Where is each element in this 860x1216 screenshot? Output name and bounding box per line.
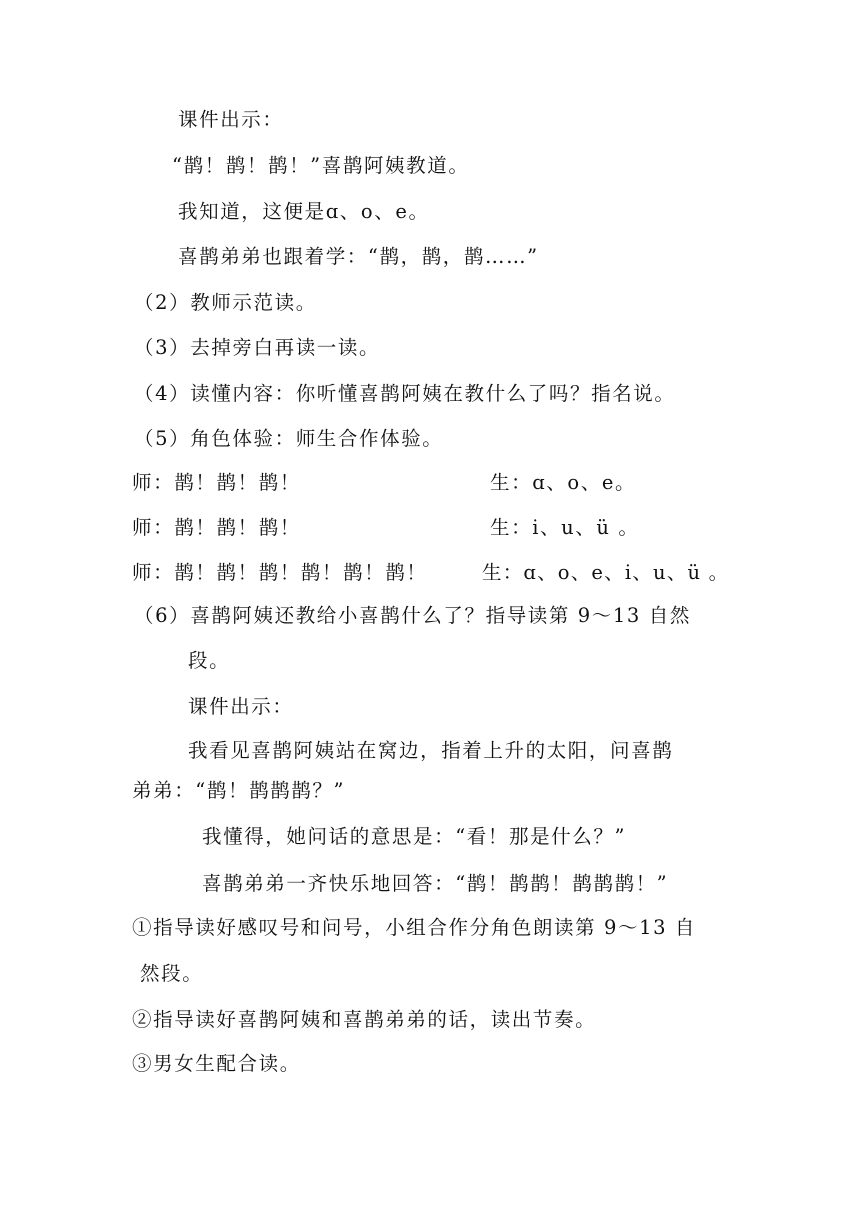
courseware-label: 课件出示：	[188, 695, 294, 718]
student-line: 生：ɑ、o、e。	[490, 471, 637, 494]
step-item: （6）喜鹊阿姨还教给小喜鹊什么了？指导读第 9～13 自然	[134, 604, 691, 627]
step-item-continuation: 段。	[188, 649, 231, 672]
teacher-line: 师：鹊！鹊！鹊！鹊！鹊！鹊！	[132, 561, 428, 584]
list-item-continuation: 然段。	[140, 962, 204, 985]
step-item: （4）读懂内容：你听懂喜鹊阿姨在教什么了吗？指名说。	[134, 382, 676, 405]
paragraph-line: 我懂得，她问话的意思是：“看！那是什么？”	[202, 825, 627, 848]
step-item: （3）去掉旁白再读一读。	[134, 336, 381, 359]
student-line: 生：ɑ、o、e、i、u、ü 。	[482, 561, 730, 584]
list-item: ②指导读好喜鹊阿姨和喜鹊弟弟的话，读出节奏。	[132, 1008, 597, 1031]
teacher-line: 师：鹊！鹊！鹊！	[132, 516, 301, 539]
quote-line: 喜鹊弟弟也跟着学：“鹊，鹊，鹊……”	[178, 245, 539, 268]
courseware-label: 课件出示：	[178, 108, 284, 131]
quote-line: “鹊！鹊！鹊！”喜鹊阿姨教道。	[172, 154, 470, 177]
paragraph-line: 弟弟：“鹊！鹊鹊鹊？”	[132, 779, 346, 802]
list-item: ③男女生配合读。	[132, 1052, 301, 1075]
step-item: （2）教师示范读。	[134, 291, 317, 314]
quote-line: 我知道，这便是ɑ、o、e。	[178, 200, 430, 223]
step-item: （5）角色体验：师生合作体验。	[134, 427, 444, 450]
paragraph-line: 我看见喜鹊阿姨站在窝边，指着上升的太阳，问喜鹊	[188, 739, 674, 762]
list-item: ①指导读好感叹号和问号，小组合作分角色朗读第 9～13 自	[132, 916, 697, 939]
student-line: 生：i、u、ü 。	[490, 516, 640, 539]
teacher-line: 师：鹊！鹊！鹊！	[132, 471, 301, 494]
paragraph-line: 喜鹊弟弟一齐快乐地回答：“鹊！鹊鹊！鹊鹊鹊！”	[202, 872, 669, 895]
